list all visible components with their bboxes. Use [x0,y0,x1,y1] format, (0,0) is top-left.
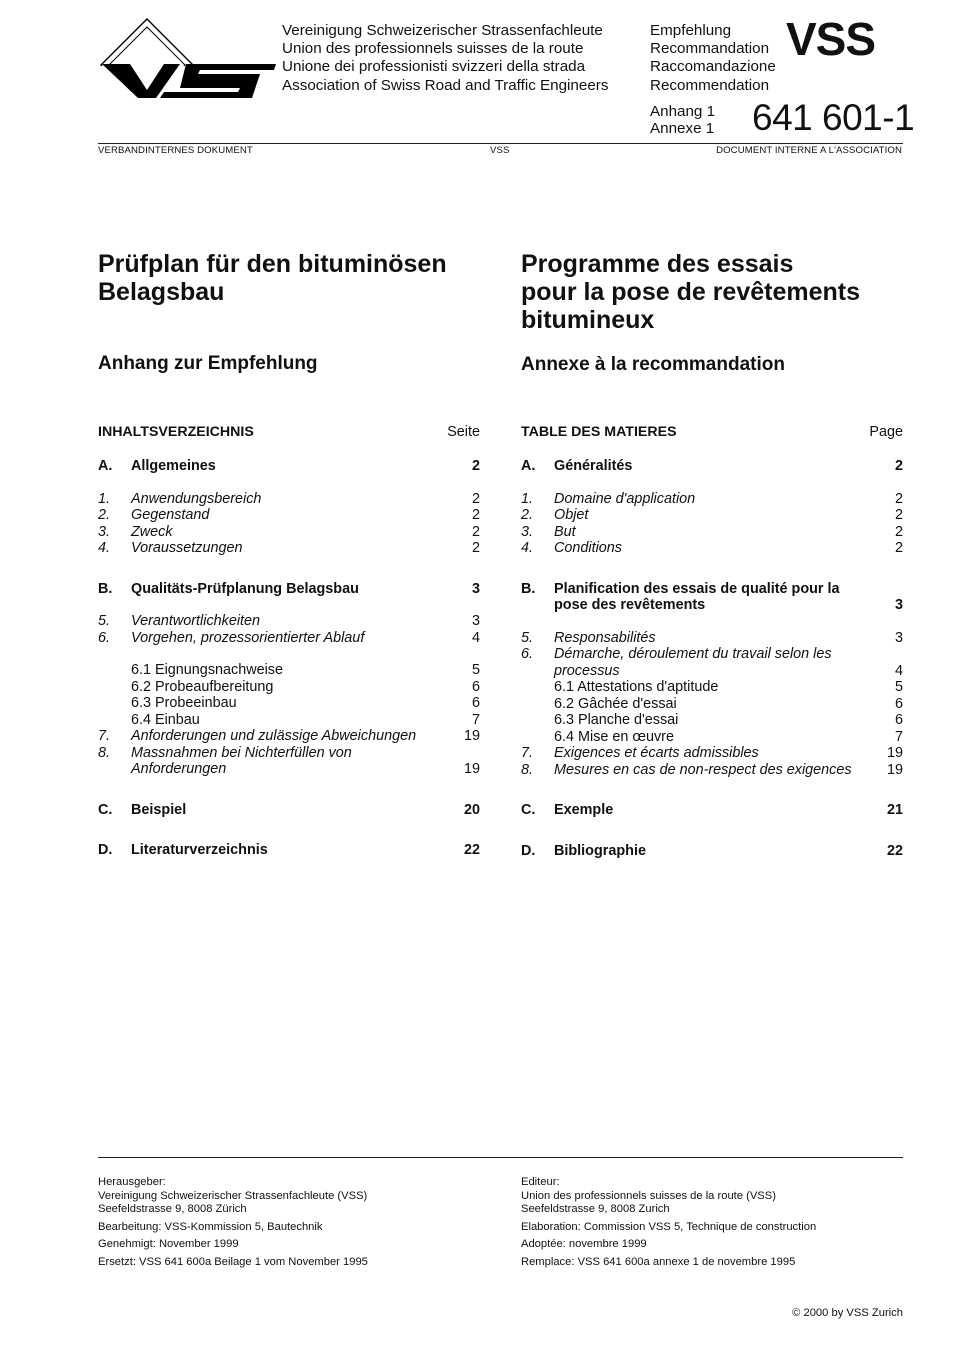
toc-entry-number: 7. [521,745,534,761]
internal-doc-fr: DOCUMENT INTERNE A L'ASSOCIATION [716,145,902,156]
toc-entry-title: Exigences et écarts admissibles [554,745,759,761]
title-fr-line: Programme des essais [521,250,794,278]
toc-section [521,802,903,819]
toc-entry-page: 22 [463,842,480,858]
toc-entry-title: Responsabilités [554,629,656,646]
title-fr-line: pour la pose de revêtements [521,278,861,306]
toc-entry-title: Literaturverzeichnis [131,842,268,858]
toc-entry-number: D. [98,842,113,858]
toc-entry-number: 6. [98,629,111,646]
toc-entry [521,729,903,746]
annex-de: Anhang 1 [650,103,716,120]
toc-header [521,424,903,442]
publisher-name: Vereinigung Schweizerischer Strassenfachleute (VSS) [98,1189,368,1202]
toc-entry-number: 5. [521,629,534,646]
toc-entry-number: 1. [98,490,111,507]
toc-spacer [521,442,903,458]
toc-section [98,842,480,859]
toc-entry-number: 2. [521,507,534,523]
toc-entry-page: 2 [894,507,903,523]
toc-page-label: Page [869,424,903,440]
brand-wordmark: VSS [786,13,876,65]
toc-entry [521,507,903,524]
toc-entry-number: 8. [521,761,534,778]
toc-entry-number: 4. [98,540,111,556]
toc-heading: TABLE DES MATIERES [521,424,677,440]
publisher-label: Editeur: [521,1176,560,1188]
publisher-address: Seefeldstrasse 9, 8008 Zürich [98,1203,247,1216]
toc-entry-page: 2 [471,523,480,540]
toc-entry-title: 6.4 Mise en œuvre [554,728,674,745]
header-rule [98,143,903,144]
toc-entry-number: D. [521,842,536,859]
toc-entry-page: 4 [471,629,480,646]
toc-spacer [521,475,903,491]
doc-type-fr: Recommandation [650,40,770,58]
editing-info: Elaboration: Commission VSS 5, Technique de construction [521,1220,817,1233]
toc-entry-page: 2 [894,458,903,474]
internal-doc-center: VSS [490,145,510,156]
approval-date: Genehmigt: November 1999 [98,1238,239,1251]
toc-entry [521,696,903,713]
toc-entry-page: 7 [471,711,480,728]
toc-entry-page: 6 [894,695,903,712]
toc-entry-title: Massnahmen bei Nichterfüllen von Anforderungen [131,744,352,777]
toc-entry-page: 19 [886,745,903,761]
toc-entry-page: 22 [886,842,903,859]
toc-entry-page: 20 [463,801,480,818]
toc-entry [521,745,903,762]
toc-entry [521,540,903,557]
document-type [650,22,776,95]
toc-spacer [98,557,480,581]
toc-entry [521,524,903,541]
toc-entry-title: Anforderungen und zulässige Abweichungen [131,728,417,744]
toc-entry-number: 4. [521,540,534,556]
toc-entry [98,745,480,778]
toc-entry-page: 19 [886,761,903,778]
toc-entry-page: 2 [471,490,480,507]
toc-entry-number: C. [521,802,536,818]
toc-entry [98,695,480,712]
toc-entry-title: 6.1 Attestations d'aptitude [554,679,719,695]
toc-entry-title: 6.3 Probeeinbau [131,695,237,711]
document-number: 641 601-1 [752,97,915,138]
toc-entry-page: 4 [894,662,903,679]
toc-entry-title: Objet [554,507,589,523]
toc-entry-number: A. [98,458,113,474]
doc-type-it: Raccomandazione [650,58,776,76]
toc-entry-title: Mesures en cas de non-respect des exigences [554,761,852,778]
toc-entry-title: 6.2 Gâchée d'essai [554,695,677,712]
toc-entry-title: Généralités [554,458,633,474]
toc-entry [98,712,480,729]
toc-entry [521,646,903,679]
toc-entry-title: 6.4 Einbau [131,711,200,728]
toc-entry-page: 3 [471,613,480,629]
toc-entry-title: 6.2 Probeaufbereitung [131,678,274,695]
toc-entry [98,662,480,679]
footer-rule [98,1157,903,1158]
toc-entry-number: 2. [98,507,111,523]
toc-entry-page: 3 [471,580,480,597]
footer-de [98,1176,478,1270]
toc-section [98,802,480,819]
editing-info: Bearbeitung: VSS-Kommission 5, Bautechnik [98,1220,323,1233]
doc-type-en: Recommendation [650,76,770,94]
toc-spacer [98,646,480,662]
toc-entry-title: Vorgehen, prozessorientierter Ablauf [131,629,365,646]
toc-entry-title: 6.1 Eignungsnachweise [131,662,284,678]
toc-entry-page: 2 [894,523,903,540]
toc-spacer [98,778,480,802]
toc-entry [521,630,903,647]
toc-entry-page: 2 [894,490,903,507]
toc-entry-page: 6 [471,678,480,695]
toc-spacer [521,557,903,581]
toc-entry [98,728,480,745]
organization-names [282,22,608,95]
toc-entry-page: 3 [894,629,903,646]
toc-section [521,843,903,860]
internal-doc-de: VERBANDINTERNES DOKUMENT [98,145,253,156]
publisher-address: Seefeldstrasse 9, 8008 Zurich [521,1203,670,1216]
toc-de [98,424,480,859]
toc-entry-number: A. [521,458,536,474]
toc-entry-title: Zweck [131,523,173,540]
org-name-it: Unione dei professionisti svizzeri della strada [282,58,586,76]
toc-entry-page: 21 [886,802,903,818]
title-fr-line: bitumineux [521,306,655,334]
toc-entry-title: Gegenstand [131,507,210,523]
toc-entry [521,679,903,696]
toc-spacer [98,818,480,842]
title-de-line: Prüfplan für den bituminösen [98,250,447,278]
title-de [98,250,447,306]
toc-entry [98,613,480,630]
toc-entry-page: 2 [894,540,903,556]
toc-entry-page: 19 [463,761,480,777]
toc-entry-page: 19 [463,728,480,744]
subtitle-fr: Annexe à la recommandation [521,354,785,375]
vss-logo [100,18,276,100]
toc-section [98,458,480,475]
toc-entry-number: B. [521,580,536,597]
toc-header [98,424,480,442]
toc-heading: INHALTSVERZEICHNIS [98,424,254,440]
toc-entry [98,524,480,541]
toc-entry-number: 8. [98,744,111,761]
toc-entry-page: 2 [471,458,480,474]
toc-spacer [98,475,480,491]
toc-entry [521,712,903,729]
toc-section [521,458,903,475]
org-name-fr: Union des professionnels suisses de la route [282,40,584,58]
toc-entry-title: Démarche, déroulement du travail selon les processus [554,646,832,679]
toc-entry-number: 3. [98,523,111,540]
toc-entry-number: 3. [521,523,534,540]
publisher-label: Herausgeber: [98,1176,166,1188]
toc-entry-title: 6.3 Planche d'essai [554,712,679,728]
toc-entry [98,507,480,524]
toc-entry-number: 5. [98,613,111,629]
toc-list [98,442,480,859]
toc-spacer [98,597,480,613]
approval-date: Adoptée: novembre 1999 [521,1238,647,1251]
toc-entry-title: Allgemeines [131,458,216,474]
toc-entry-page: 5 [894,679,903,695]
toc-spacer [521,819,903,843]
toc-list [521,442,903,859]
toc-entry-page: 7 [894,728,903,745]
replaces-info: Remplace: VSS 641 600a annexe 1 de novembre 1995 [521,1255,796,1268]
toc-entry-page: 2 [471,507,480,523]
toc-entry-title: Verantwortlichkeiten [131,613,261,629]
toc-entry-page: 6 [471,695,480,711]
toc-entry-number: B. [98,580,113,597]
toc-entry-title: Planification des essais de qualité pour la pose des revêtements [554,580,840,613]
toc-entry-number: C. [98,801,113,818]
toc-entry-title: Beispiel [131,801,187,818]
toc-spacer [98,442,480,458]
toc-entry-title: Domaine d'application [554,490,696,507]
annex-label [650,103,715,137]
copyright: © 2000 by VSS Zurich [792,1307,903,1319]
toc-entry [98,491,480,508]
toc-entry [98,630,480,647]
toc-entry [98,540,480,557]
toc-entry-title: Exemple [554,802,614,818]
subtitle-de: Anhang zur Empfehlung [98,353,318,374]
toc-spacer [521,778,903,802]
toc-entry-number: 1. [521,490,534,507]
toc-entry-page: 5 [471,662,480,678]
publisher-name: Union des professionnels suisses de la route (VSS) [521,1189,776,1202]
toc-entry-number: 7. [98,728,111,744]
toc-entry [521,491,903,508]
toc-entry-title: Anwendungsbereich [131,490,262,507]
toc-entry-page: 6 [894,712,903,728]
toc-entry-title: Voraussetzungen [131,540,243,556]
toc-entry-title: Qualitäts-Prüfplanung Belagsbau [131,580,359,597]
org-name-de: Vereinigung Schweizerischer Strassenfachleute [282,22,603,39]
annex-fr: Annexe 1 [650,120,715,137]
toc-entry-page: 3 [894,597,903,613]
title-fr [521,250,860,334]
toc-entry-title: Conditions [554,540,622,556]
toc-fr [521,424,903,859]
toc-section [98,581,480,598]
title-de-line: Belagsbau [98,278,225,306]
toc-entry-page: 2 [471,540,480,556]
toc-entry [98,679,480,696]
footer-fr [521,1176,901,1270]
replaces-info: Ersetzt: VSS 641 600a Beilage 1 vom November 1995 [98,1255,368,1268]
doc-type-de: Empfehlung [650,22,732,39]
toc-entry-title: Bibliographie [554,842,646,859]
toc-section [521,581,903,614]
toc-entry-number: 6. [521,646,534,662]
toc-entry-title: But [554,523,576,540]
toc-page-label: Seite [447,424,480,440]
toc-entry [521,762,903,779]
org-name-en: Association of Swiss Road and Traffic Engineers [282,76,609,94]
toc-spacer [521,614,903,630]
